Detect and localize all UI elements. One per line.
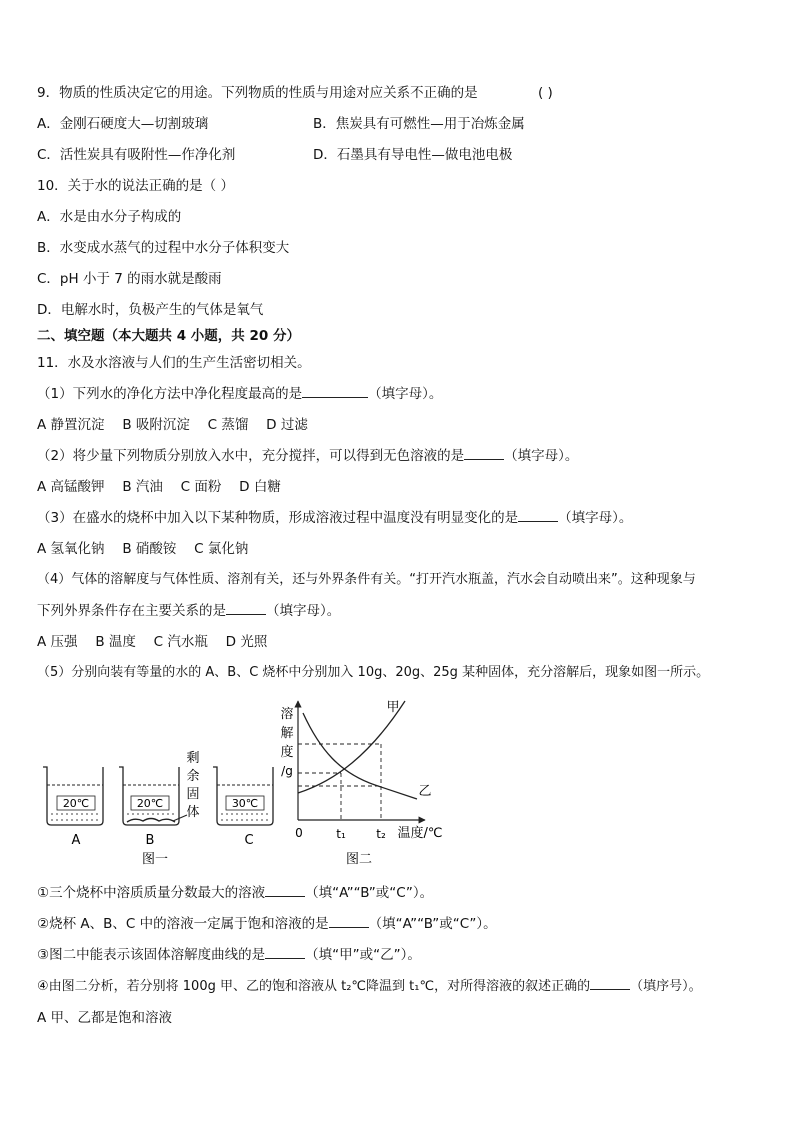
q11-part3-text: （3）在盛水的烧杯中加入以下某种物质，形成溶液过程中温度没有明显变化的是 [37, 510, 519, 526]
svg-text:剩: 剩 [186, 751, 200, 766]
q11-part3-options: A 氢氧化钠 B 硝酸铵 C 氯化钠 [37, 541, 249, 557]
q11-sub4 [37, 977, 702, 996]
q10-option-c: C．pH 小于 7 的雨水就是酸雨 [37, 271, 222, 287]
q11-sub3-suffix: （填“甲”或“乙”）。 [305, 947, 421, 963]
t1-label: t₁ [336, 827, 346, 841]
q11-part5: （5）分别向装有等量的水的 A、B、C 烧杯中分别加入 10g、20g、25g 某种固体，充分溶解后，现象如图一所示。 [37, 665, 710, 680]
beaker-a [43, 767, 103, 848]
q11-part4-text: 下列外界条件存在主要关系的是 [37, 603, 226, 619]
q11-part3-suffix: （填字母）。 [558, 510, 633, 526]
t2-label: t₂ [376, 827, 386, 841]
q11-sub1-text: ①三个烧杯中溶质质量分数最大的溶液 [37, 885, 266, 901]
svg-text:体: 体 [186, 805, 200, 820]
residue-solid [127, 819, 175, 823]
q11-part1 [37, 385, 442, 403]
q9-answer-paren: ( ) [538, 85, 553, 101]
q11-stem: 11．水及水溶液与人们的生产生活密切相关。 [37, 355, 311, 371]
q11-sub2-text: ②烧杯 A、B、C 中的溶液一定属于饱和溶液的是 [37, 916, 329, 932]
q9-option-d: D．石墨具有导电性—做电池电极 [313, 147, 513, 163]
q11-part2-options: A 高锰酸钾 B 汽油 C 面粉 D 白糖 [37, 479, 281, 495]
q9-option-c: C．活性炭具有吸附性—作净化剂 [37, 147, 236, 163]
beaker-b [119, 767, 187, 848]
beaker-c-label: C [244, 833, 254, 848]
origin-label: 0 [295, 826, 303, 840]
figure-2-caption: 图二 [345, 852, 373, 867]
residue-pointer [173, 815, 187, 821]
answer-blank[interactable] [590, 977, 630, 990]
answer-blank[interactable] [265, 884, 305, 897]
q10-option-b: B．水变成水蒸气的过程中水分子体积变大 [37, 240, 290, 256]
q11-sub3-text: ③图二中能表示该固体溶解度曲线的是 [37, 947, 266, 963]
q11-part1-text: （1）下列水的净化方法中净化程度最高的是 [37, 386, 303, 402]
x-axis-label: 温度/℃ [397, 826, 443, 841]
q11-sub2 [37, 915, 497, 933]
curve-jia-label: 甲 [386, 700, 400, 715]
section-heading: 二、填空题（本大题共 4 小题，共 20 分） [37, 328, 300, 344]
y-axis-label-3: 度 [280, 745, 294, 760]
y-axis-label-4: /g [281, 764, 293, 778]
beaker-a-temp: 20℃ [62, 797, 90, 810]
q9-option-b: B．焦炭具有可燃性—用于冶炼金属 [313, 116, 525, 132]
figure-1-caption: 图一 [141, 852, 169, 867]
answer-blank[interactable] [329, 915, 369, 928]
answer-blank[interactable] [226, 602, 266, 615]
q11-part1-options: A 静置沉淀 B 吸附沉淀 C 蒸馏 D 过滤 [37, 417, 308, 433]
beaker-c-temp: 30℃ [231, 797, 259, 810]
q10-option-a: A．水是由水分子构成的 [37, 209, 182, 225]
q11-part4-suffix: （填字母）。 [266, 603, 341, 619]
q11-part4-line1: （4）气体的溶解度与气体性质、溶剂有关，还与外界条件有关。“打开汽水瓶盖，汽水会自动喷出来”。这种现象与 [37, 572, 696, 587]
answer-blank[interactable] [265, 946, 305, 959]
beaker-b-temp: 20℃ [136, 797, 164, 810]
q11-part1-suffix: （填字母）。 [368, 386, 443, 402]
q11-sub4-option-a: A 甲、乙都是饱和溶液 [37, 1010, 173, 1026]
curve-yi-label: 乙 [418, 784, 432, 799]
q11-sub1 [37, 884, 433, 902]
y-axis-label-2: 解 [280, 726, 294, 741]
q11-sub1-suffix: （填“A”“B”或“C”）。 [305, 885, 434, 901]
beaker-a-label: A [71, 833, 81, 848]
y-axis-label-1: 溶 [280, 707, 294, 722]
q11-part2-suffix: （填字母）。 [504, 448, 579, 464]
q11-sub4-suffix: （填序号）。 [630, 979, 702, 994]
q11-sub3 [37, 946, 421, 964]
solubility-graph [280, 700, 442, 841]
q11-part2 [37, 447, 578, 465]
beaker-c [213, 767, 273, 848]
q11-part4-options: A 压强 B 温度 C 汽水瓶 D 光照 [37, 634, 268, 650]
q10-stem: 10．关于水的说法正确的是（ ） [37, 178, 234, 194]
answer-blank[interactable] [464, 447, 504, 460]
figures [35, 695, 475, 880]
q11-part2-text: （2）将少量下列物质分别放入水中，充分搅拌，可以得到无色溶液的是 [37, 448, 465, 464]
q11-part4-line2 [37, 602, 340, 620]
svg-text:余: 余 [186, 769, 200, 784]
q11-sub4-text: ④由图二分析，若分别将 100g 甲、乙的饱和溶液从 t₂℃降温到 t₁℃，对所得溶液的叙述正确的 [37, 979, 591, 994]
q11-sub2-suffix: （填“A”“B”或“C”）。 [368, 916, 497, 932]
q9-option-a: A．金刚石硬度大—切割玻璃 [37, 116, 209, 132]
answer-blank[interactable] [302, 385, 368, 398]
answer-blank[interactable] [518, 509, 558, 522]
beaker-b-label: B [145, 833, 155, 848]
q11-part3 [37, 509, 632, 527]
q10-option-d: D．电解水时，负极产生的气体是氧气 [37, 302, 264, 318]
svg-text:固: 固 [186, 787, 200, 802]
q9-stem: 9．物质的性质决定它的用途。下列物质的性质与用途对应关系不正确的是 [37, 85, 478, 101]
residue-label [186, 751, 199, 820]
